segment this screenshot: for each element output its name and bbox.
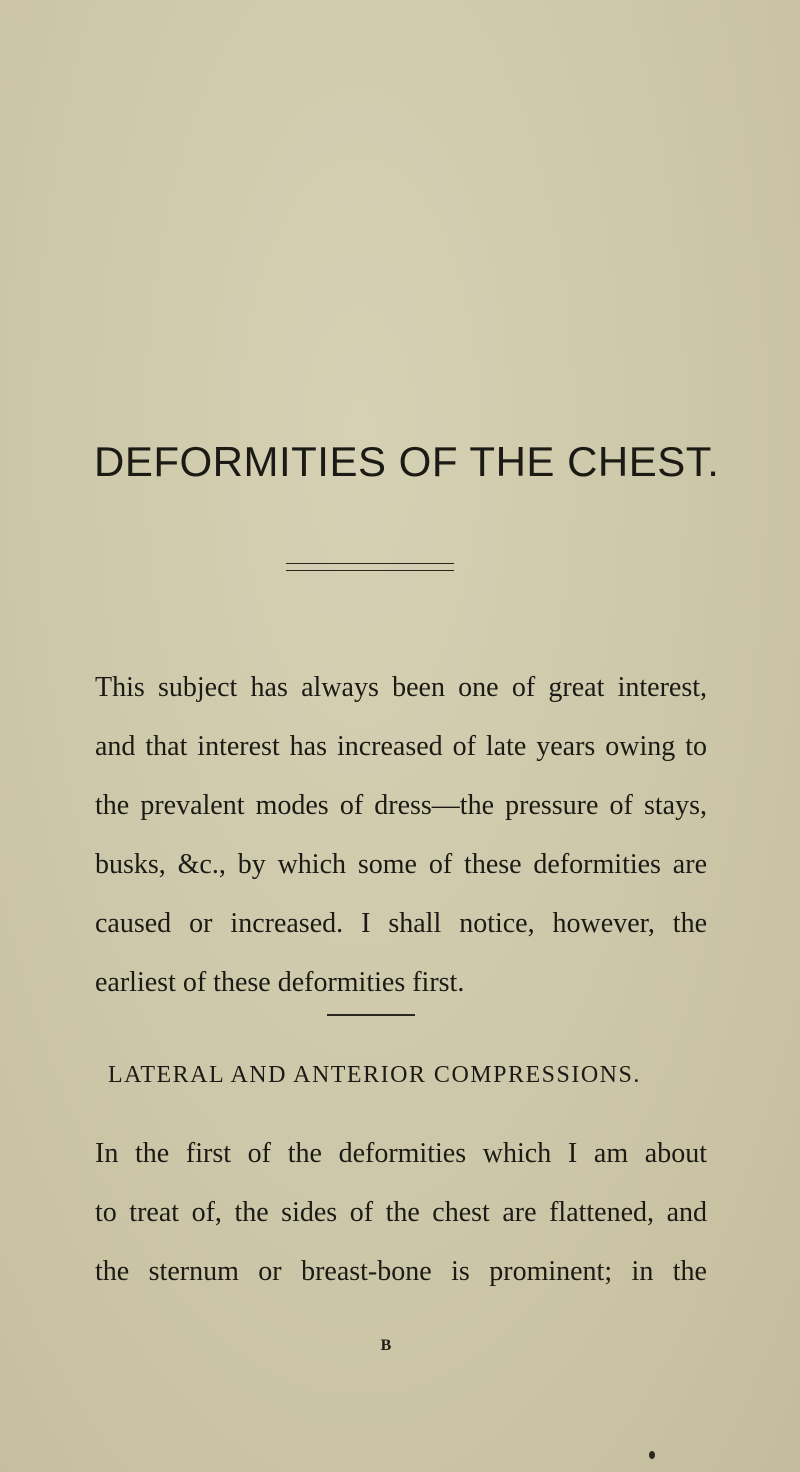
bleed-through-stamp	[279, 125, 581, 404]
text-line: In the first of the deformities which I am about	[95, 1138, 707, 1169]
section-heading: LATERAL AND ANTERIOR COMPRESSIONS.	[108, 1062, 641, 1088]
signature-mark: B	[380, 1337, 392, 1354]
text-line: caused or increased. I shall notice, however, the	[95, 908, 707, 939]
paragraph-2	[95, 1124, 707, 1301]
text-line: the prevalent modes of dress—the pressure of stays,	[95, 790, 707, 821]
ink-speck	[649, 1451, 655, 1459]
text-line: earliest of these deformities first.	[95, 967, 465, 998]
title-double-rule	[286, 563, 454, 571]
section-divider-rule	[327, 1014, 415, 1016]
text-line: and that interest has increased of late years owing to	[95, 731, 707, 762]
paragraph-1	[95, 658, 707, 1012]
text-line: This subject has always been one of great interest,	[95, 672, 707, 703]
text-line: the sternum or breast-bone is prominent; in the	[95, 1256, 707, 1287]
page-title: DEFORMITIES OF THE CHEST.	[94, 438, 720, 485]
text-line: to treat of, the sides of the chest are flattened, and	[95, 1197, 707, 1228]
text-line: busks, &c., by which some of these deformities are	[95, 849, 707, 880]
